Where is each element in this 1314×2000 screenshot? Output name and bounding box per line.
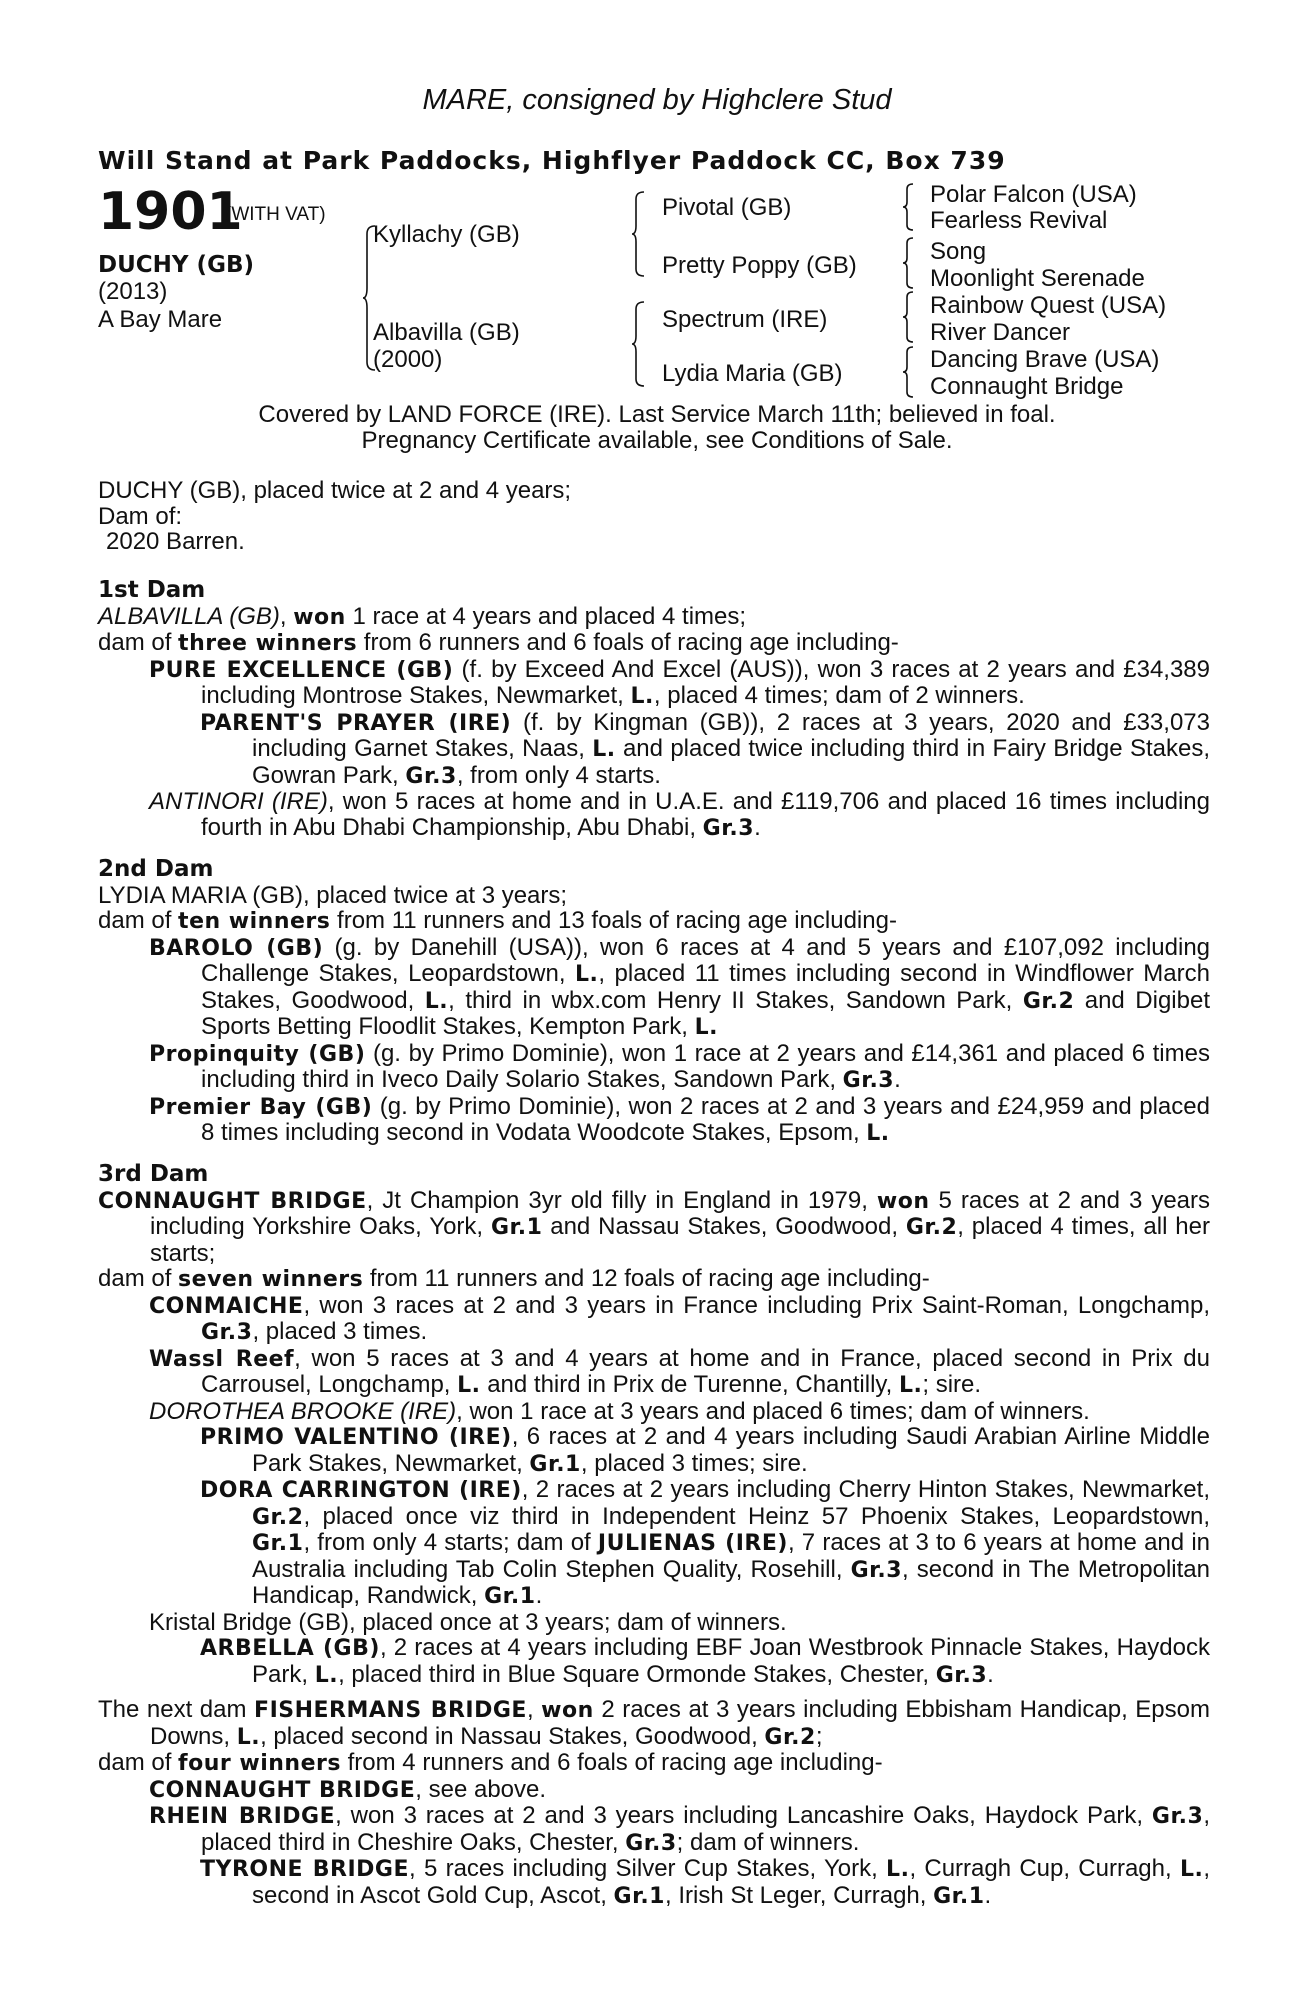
progeny-name: CONNAUGHT BRIDGE (149, 1777, 416, 1803)
text-run: , won 5 races at 3 and 4 years at home and in France, placed second in Prix du Carrousel, Longchamp, (201, 1344, 1211, 1398)
horse-year: (2013) (98, 278, 168, 305)
text-run: , won 5 races at home and in U.A.E. and £119,706 and placed 16 times including fourth in Abu Dhabi Championship, Abu Dhabi, (201, 788, 1210, 841)
pedigree-sire: Kyllachy (GB) (373, 221, 520, 248)
text-run: ; (815, 1722, 823, 1750)
text-run: , see above. (415, 1775, 547, 1803)
race-grade: Gr.1 (933, 1883, 985, 1909)
dam-name: FISHERMANS BRIDGE (254, 1698, 527, 1723)
progeny-name: PURE EXCELLENCE (GB) (149, 657, 454, 683)
dam-of-line (98, 630, 1210, 657)
text-run: dam of (98, 629, 179, 656)
text-run: from 6 runners and 6 foals of racing age including- (357, 629, 899, 656)
text-run: from 11 runners and 13 foals of racing age including- (330, 907, 897, 934)
race-grade: Gr.2 (1022, 988, 1075, 1014)
progeny-name: JULIENAS (IRE) (597, 1531, 788, 1556)
next-dam-section (98, 1697, 1210, 1909)
race-grade: L. (457, 1373, 481, 1398)
pedigree-dam: Albavilla (GB) (373, 319, 520, 346)
progeny-entry (98, 1635, 1210, 1688)
text-run: 5 races at 2 and 3 years including Yorkshire Oaks, York, (150, 1186, 1211, 1240)
text-run: The next dam (98, 1696, 255, 1723)
progeny-name: Wassl Reef (149, 1346, 295, 1372)
pedigree-brace-dam (632, 300, 646, 388)
race-grade: L. (886, 1857, 910, 1882)
text-run: ; sire. (922, 1371, 982, 1398)
text-run: , (526, 1696, 542, 1723)
won-text: won (876, 1188, 930, 1214)
race-grade: L. (574, 962, 599, 987)
text-run: , Curragh Cup, Curragh, (909, 1855, 1180, 1882)
progeny-entry (98, 789, 1210, 841)
progeny-entry (98, 1803, 1210, 1856)
vat-note: (WITH VAT) (225, 204, 326, 225)
lot-number: 1901 (98, 182, 243, 242)
race-grade: Gr.3 (201, 1320, 253, 1345)
won-text: won (541, 1698, 594, 1723)
pedigree-sire-dam: Pretty Poppy (GB) (662, 252, 857, 279)
race-grade: Gr.1 (490, 1215, 543, 1240)
text-run: . (894, 1066, 901, 1093)
progeny-name: RHEIN BRIDGE (149, 1804, 336, 1829)
text-run: 1 race at 4 years and placed 4 times; (345, 602, 747, 630)
winners-count: four winners (178, 1751, 341, 1776)
pedigree-brace-g4 (903, 345, 915, 399)
text-run: , placed 3 times; sire. (580, 1449, 808, 1477)
dam-line: LYDIA MARIA (GB), placed twice at 3 years; (98, 881, 568, 909)
text-run: , 6 races at 2 and 4 years including Saudi Arabian Airline Middle Park Stakes, Newmarket, (252, 1423, 1210, 1477)
won-text: won (293, 604, 346, 630)
dam-line (98, 1697, 1210, 1750)
pedigree-ancestor-6: River Dancer (930, 319, 1071, 346)
text-run: . (987, 1660, 994, 1688)
race-grade: L. (424, 988, 449, 1014)
section-heading: 3rd Dam (98, 1161, 209, 1187)
progeny-entry (98, 1041, 1210, 1094)
race-grade: Gr.3 (405, 763, 457, 789)
text-run: and Digibet Sports Betting Floodlit Stakes, Kempton Park, (201, 986, 1210, 1040)
progeny-name: PRIMO VALENTINO (IRE) (200, 1425, 512, 1450)
pedigree-ancestor-3: Song (930, 238, 987, 265)
text-run: , second in Ascot Gold Cup, Ascot, (252, 1855, 1211, 1909)
dam-line (98, 1188, 1210, 1267)
pedigree-dam-dam: Lydia Maria (GB) (662, 360, 843, 387)
text-run: , 2 races at 4 years including EBF Joan Westbrook Pinnacle Stakes, Haydock Park, (252, 1634, 1211, 1688)
progeny-entry: Kristal Bridge (GB), placed once at 3 years; dam of winners. (149, 1608, 787, 1636)
text-run: , Jt Champion 3yr old filly in England in 1979, (366, 1186, 877, 1214)
pedigree-dam-year: (2000) (373, 346, 443, 373)
progeny-entry (98, 1399, 1210, 1425)
progeny-name: ANTINORI (IRE) (149, 788, 328, 815)
progeny-entry (98, 710, 1210, 790)
race-grade: Gr.1 (613, 1883, 665, 1909)
race-grade: Gr.3 (1151, 1804, 1204, 1829)
pedigree-brace-g2 (903, 236, 915, 290)
progeny-entry (98, 935, 1210, 1041)
dam-of-line (98, 908, 1210, 935)
winners-count: ten winners (178, 909, 331, 934)
text-run: , 2 races at 2 years including Cherry Hinton Stakes, Newmarket, (521, 1476, 1210, 1503)
winners-count: seven winners (178, 1267, 364, 1292)
text-run: (g. by Primo Dominie), won 1 race at 2 years and £14,361 and placed 6 times including third in Iveco Daily Solario Stakes, Sandown Park, (201, 1039, 1210, 1093)
pedigree-brace-g3 (903, 290, 915, 344)
section-heading: 2nd Dam (98, 856, 214, 882)
covering-line: Covered by LAND FORCE (IRE). Last Service March 11th; believed in foal. (258, 401, 1056, 428)
dam-name: CONNAUGHT BRIDGE (98, 1188, 367, 1214)
pedigree-sire-sire: Pivotal (GB) (662, 194, 792, 221)
text-run: and Nassau Stakes, Goodwood, (542, 1213, 906, 1240)
progeny-name: CONMAICHE (149, 1293, 304, 1319)
pedigree-brace-sire (632, 190, 646, 278)
pedigree-ancestor-5: Rainbow Quest (USA) (930, 292, 1167, 319)
progeny-entry (98, 657, 1210, 710)
progeny-name: ARBELLA (GB) (200, 1636, 380, 1661)
intro-line: Dam of: (98, 502, 183, 530)
second-dam-section (98, 857, 1210, 1147)
progeny-name: BAROLO (GB) (149, 935, 324, 961)
pedigree-ancestor-2: Fearless Revival (930, 207, 1108, 234)
text-run: , won 3 races at 2 and 3 years in France including Prix Saint-Roman, Longchamp, (303, 1291, 1210, 1319)
dam-line: ALBAVILLA (GB), won 1 race at 4 years and placed 4 times; (98, 602, 747, 630)
text-run: (f. by Kingman (GB)), 2 races at 3 years, 2020 and £33,073 including Garnet Stakes, Naas, (252, 708, 1210, 762)
race-grade: Gr.1 (252, 1531, 304, 1556)
text-run: , placed 11 times including second in Windflower March Stakes, Goodwood, (201, 960, 1210, 1014)
text-run: , placed 3 times. (252, 1318, 428, 1345)
text-run: , placed 4 times; dam of 2 winners. (653, 682, 1025, 709)
text-run: ; dam of winners. (676, 1828, 860, 1856)
dam-name: ALBAVILLA (GB) (98, 602, 280, 630)
covering-note (0, 402, 1314, 454)
progeny-name: DORA CARRINGTON (IRE) (200, 1478, 522, 1503)
text-run: . (535, 1582, 543, 1609)
text-run: , placed third in Blue Square Ormonde Stakes, Chester, (338, 1660, 936, 1688)
text-run: (g. by Danehill (USA)), won 6 races at 4 and 5 years and £107,092 including Challenge Stakes, Leopardstown, (201, 933, 1211, 987)
progeny-name: Propinquity (GB) (149, 1041, 366, 1067)
race-grade: Gr.3 (625, 1830, 677, 1856)
text-run: , placed once viz third in Independent Heinz 57 Phoenix Stakes, Leopardstown, (303, 1502, 1210, 1530)
first-dam-section (98, 578, 1210, 841)
progeny-name: DOROTHEA BROOKE (IRE) (149, 1397, 457, 1425)
text-run: dam of (98, 1265, 179, 1292)
text-run: , won 1 race at 3 years and placed 6 times; dam of winners. (456, 1397, 1090, 1425)
text-run: (f. by Exceed And Excel (AUS)), won 3 races at 2 years and £34,389 including Montrose Stakes, Newmarket, (201, 655, 1211, 709)
race-grade: Gr.2 (252, 1504, 304, 1530)
pedigree-ancestor-4: Moonlight Serenade (930, 265, 1145, 292)
progeny-name: TYRONE BRIDGE (200, 1857, 410, 1882)
text-run: , placed third in Cheshire Oaks, Chester, (201, 1802, 1210, 1856)
progeny-entry (98, 1777, 1210, 1804)
race-grade: Gr.3 (702, 815, 755, 841)
race-grade: L. (866, 1121, 890, 1146)
certificate-line: Pregnancy Certificate available, see Conditions of Sale. (361, 427, 953, 454)
progeny-name: Premier Bay (GB) (149, 1094, 373, 1120)
dam-of-line (98, 1266, 1210, 1293)
race-grade: L. (1179, 1857, 1204, 1882)
intro-line: DUCHY (GB), placed twice at 2 and 4 years; (98, 477, 572, 504)
text-run: , 5 races including Silver Cup Stakes, York, (409, 1855, 887, 1882)
race-grade: Gr.2 (905, 1215, 958, 1240)
intro-block (98, 478, 1210, 555)
text-run: dam of (98, 1749, 179, 1776)
winners-count: three winners (178, 631, 358, 656)
text-run: , third in wbx.com Henry II Stakes, Sandown Park, (448, 986, 1023, 1014)
text-run: , second in The Metropolitan Handicap, Randwick, (252, 1555, 1210, 1609)
pedigree-brace-g1 (903, 182, 915, 232)
consigned-line: MARE, consigned by Highclere Stud (422, 84, 892, 116)
race-grade: L. (236, 1724, 261, 1750)
progeny-name: PARENT'S PRAYER (IRE) (200, 710, 512, 736)
progeny-entry (98, 1424, 1210, 1477)
race-grade: Gr.3 (842, 1068, 895, 1093)
text-run: , placed 4 times, all her starts; (150, 1213, 1210, 1267)
race-grade: Gr.3 (935, 1662, 988, 1688)
text-run: and placed twice including third in Fairy Bridge Stakes, Gowran Park, (252, 735, 1210, 789)
text-run: from 4 runners and 6 foals of racing age including- (340, 1749, 883, 1776)
pedigree-dam-sire: Spectrum (IRE) (662, 306, 828, 333)
text-run: , won 3 races at 2 and 3 years including Lancashire Oaks, Haydock Park, (335, 1802, 1152, 1829)
section-heading: 1st Dam (98, 577, 206, 603)
race-grade: L. (592, 737, 616, 762)
horse-description: A Bay Mare (98, 306, 223, 333)
text-run: , placed second in Nassau Stakes, Goodwood, (260, 1722, 765, 1750)
race-grade: L. (314, 1662, 339, 1688)
progeny-entry (98, 1094, 1210, 1147)
pedigree-ancestor-7: Dancing Brave (USA) (930, 346, 1160, 373)
progeny-entry (98, 1477, 1210, 1610)
progeny-entry (98, 1346, 1210, 1399)
horse-name: DUCHY (GB) (98, 252, 254, 278)
text-run: , from only 4 starts; dam of (303, 1529, 598, 1556)
text-run: 2 races at 3 years including Ebbisham Handicap, Epsom Downs, (150, 1696, 1210, 1750)
third-dam-section (98, 1162, 1210, 1688)
race-grade: L. (694, 1015, 718, 1040)
race-grade: L. (898, 1373, 923, 1398)
pedigree-ancestor-1: Polar Falcon (USA) (930, 181, 1137, 208)
text-run: from 11 runners and 12 foals of racing age including- (363, 1265, 930, 1292)
text-run: . (754, 813, 761, 841)
race-grade: Gr.2 (764, 1724, 816, 1750)
race-grade: Gr.1 (484, 1584, 536, 1609)
race-grade: L. (630, 684, 654, 709)
progeny-entry (98, 1856, 1210, 1909)
dam-of-line (98, 1750, 1210, 1777)
pedigree-ancestor-8: Connaught Bridge (930, 373, 1124, 400)
text-run: , from only 4 starts. (456, 761, 661, 789)
progeny-entry (98, 1293, 1210, 1346)
text-run: and third in Prix de Turenne, Chantilly, (480, 1371, 899, 1398)
stand-location: Will Stand at Park Paddocks, Highflyer Paddock CC, Box 739 (98, 146, 1006, 175)
text-run: , 7 races at 3 to 6 years at home and in Australia including Tab Colin Stephen Quality, Rosehill, (252, 1529, 1210, 1583)
text-run: dam of (98, 907, 179, 934)
text-run: , Irish St Leger, Curragh, (664, 1881, 934, 1909)
text-run: (g. by Primo Dominie), won 2 races at 2 and 3 years and £24,959 and placed 8 times including second in Vodata Woodcote Stakes, Epsom, (201, 1092, 1210, 1146)
intro-line: 2020 Barren. (106, 528, 245, 555)
text-run: . (984, 1881, 992, 1909)
race-grade: Gr.1 (529, 1451, 581, 1477)
race-grade: Gr.3 (850, 1557, 902, 1583)
